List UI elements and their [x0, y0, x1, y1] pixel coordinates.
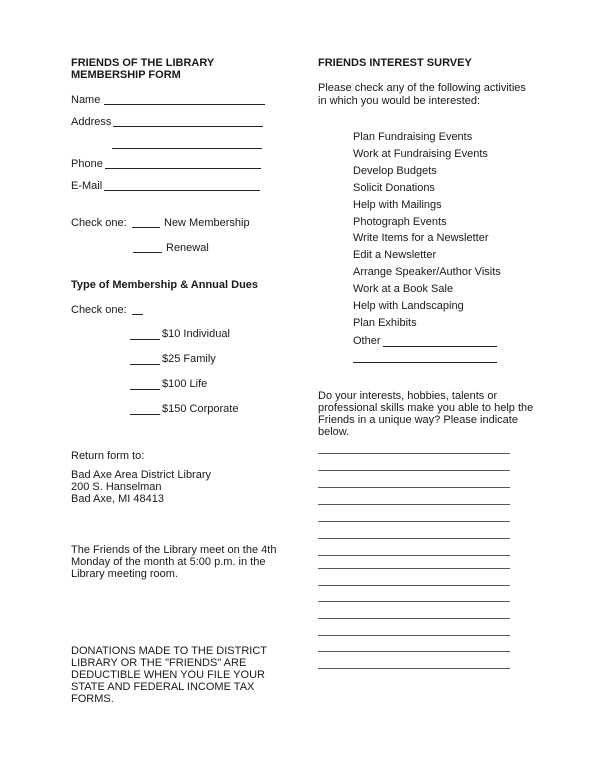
answer-line[interactable]	[318, 487, 510, 488]
individual-checkbox[interactable]	[130, 339, 160, 340]
new-membership-checkbox[interactable]	[132, 227, 160, 228]
corporate-label: $150 Corporate	[162, 403, 239, 415]
question-line: Do your interests, hobbies, talents or	[318, 390, 498, 402]
answer-line[interactable]	[318, 568, 510, 569]
answer-line[interactable]	[318, 668, 510, 669]
activity-item[interactable]: Help with Landscaping	[353, 300, 464, 312]
address-field-line1[interactable]	[113, 126, 263, 127]
donation-line: LIBRARY OR THE "FRIENDS" ARE	[71, 657, 247, 669]
survey-intro-line: in which you would be interested:	[318, 95, 481, 107]
activity-item[interactable]: Solicit Donations	[353, 181, 435, 194]
answer-line[interactable]	[318, 651, 510, 652]
dues-heading: Type of Membership & Annual Dues	[71, 279, 259, 291]
answer-line[interactable]	[318, 504, 510, 505]
answer-line[interactable]	[318, 521, 510, 522]
activity-item[interactable]: Arrange Speaker/Author Visits	[353, 266, 501, 279]
activity-item[interactable]: Work at Fundraising Events	[353, 147, 488, 160]
activity-item[interactable]: Work at a Book Sale	[353, 283, 454, 296]
answer-line[interactable]	[318, 453, 510, 454]
activity-item[interactable]: Develop Budgets	[353, 164, 437, 177]
check-one-label: Check one:	[71, 217, 127, 229]
question-line: professional skills make you able to help the	[318, 402, 534, 414]
answer-line[interactable]	[318, 470, 510, 471]
donation-line: STATE AND FEDERAL INCOME TAX	[71, 681, 255, 693]
life-checkbox[interactable]	[130, 389, 160, 390]
form-title-line2: MEMBERSHIP FORM	[71, 69, 181, 81]
email-label: E-Mail	[71, 180, 103, 192]
activity-item[interactable]: Write Items for a Newsletter	[353, 232, 489, 245]
activity-item[interactable]: Photograph Events	[353, 215, 447, 228]
family-label: $25 Family	[162, 353, 216, 365]
answer-line[interactable]	[318, 585, 510, 586]
donation-line: FORMS.	[71, 693, 114, 705]
life-label: $100 Life	[162, 378, 208, 390]
address-field-line2[interactable]	[112, 148, 262, 149]
answer-line[interactable]	[318, 635, 510, 636]
form-title-line1: FRIENDS OF THE LIBRARY	[71, 57, 215, 69]
other-label: Other	[353, 335, 381, 347]
answer-line[interactable]	[318, 555, 510, 556]
family-checkbox[interactable]	[130, 364, 160, 365]
renewal-label: Renewal	[166, 242, 209, 254]
new-membership-label: New Membership	[164, 217, 250, 229]
answer-line[interactable]	[318, 618, 510, 619]
meeting-line: Library meeting room.	[71, 568, 178, 580]
email-field[interactable]	[104, 190, 260, 191]
renewal-checkbox[interactable]	[133, 252, 162, 253]
answer-line[interactable]	[318, 538, 510, 539]
activity-item[interactable]: Plan Fundraising Events	[353, 131, 473, 143]
activity-item[interactable]: Plan Exhibits	[353, 316, 417, 329]
phone-field[interactable]	[105, 168, 261, 169]
address-line: 200 S. Hanselman	[71, 481, 162, 493]
phone-label: Phone	[71, 158, 103, 170]
donation-line: DONATIONS MADE TO THE DISTRICT	[71, 645, 267, 657]
meeting-line: The Friends of the Library meet on the 4th	[71, 544, 277, 556]
dues-check-one-label: Check one:	[71, 304, 127, 316]
address-line: Bad Axe, MI 48413	[71, 493, 164, 505]
activity-item[interactable]: Help with Mailings	[353, 198, 442, 211]
survey-intro-line: Please check any of the following activities	[318, 82, 526, 94]
individual-label: $10 Individual	[162, 328, 230, 340]
return-form-label: Return form to:	[71, 450, 145, 462]
name-label: Name	[71, 94, 101, 106]
answer-line[interactable]	[318, 601, 510, 602]
donation-line: DEDUCTIBLE WHEN YOU FILE YOUR	[71, 669, 265, 681]
address-line: Bad Axe Area District Library	[71, 469, 212, 481]
activity-item[interactable]: Edit a Newsletter	[353, 249, 437, 262]
meeting-line: Monday of the month at 5:00 p.m. in the	[71, 556, 266, 568]
name-field[interactable]	[104, 104, 265, 105]
corporate-checkbox[interactable]	[130, 414, 160, 415]
other-field-line1[interactable]	[383, 346, 497, 347]
other-field-line2[interactable]	[353, 362, 497, 363]
question-line: Friends in a unique way? Please indicate	[318, 414, 518, 426]
survey-title: FRIENDS INTEREST SURVEY	[318, 57, 472, 69]
dues-check-blank[interactable]	[132, 314, 143, 315]
address-label: Address	[71, 116, 112, 128]
question-line: below.	[318, 426, 350, 438]
